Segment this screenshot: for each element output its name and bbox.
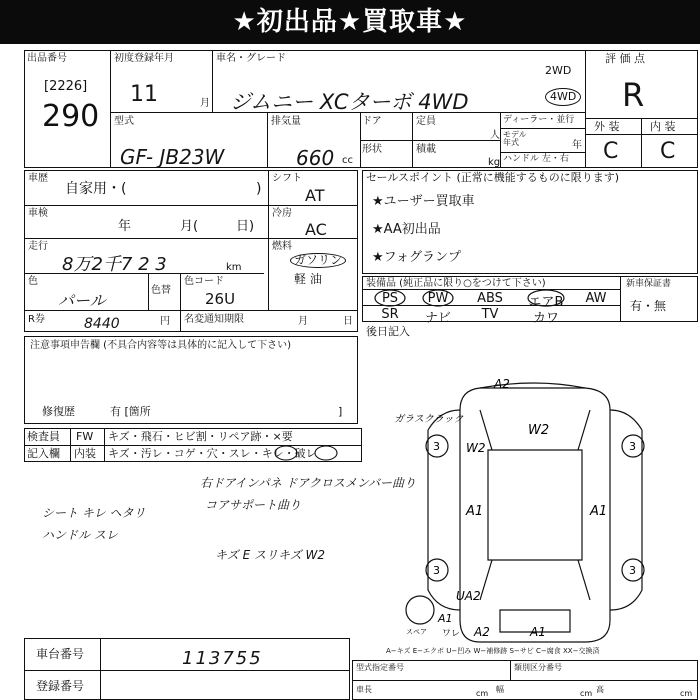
mark-w2-front: W2 (466, 441, 486, 455)
car-damage-diagram (380, 370, 698, 660)
warranty-value: 有・無 (630, 299, 667, 313)
record-label: 記入欄 (27, 447, 60, 460)
lot-code: [2226] (44, 79, 88, 94)
inspection-year: 年 (118, 219, 132, 234)
inspector-interior: 内装 (74, 447, 96, 460)
ac-label: 冷房 (272, 208, 292, 219)
first-reg-label: 初度登録年月 (114, 53, 174, 64)
grade-label: 評 価 点 (605, 52, 645, 65)
color-value: パール (58, 291, 106, 310)
remark-2: コアサポート曲り (205, 498, 302, 512)
name-change-month: 月 (298, 316, 308, 327)
chassis-label: 車台番号 (36, 647, 85, 661)
cc-unit: cc (342, 155, 353, 166)
model-value: GF- JB23W (120, 145, 225, 169)
inspection-label: 車検 (28, 208, 48, 219)
kg-unit: kg (488, 157, 501, 168)
drive-4wd: 4WD (545, 88, 581, 106)
wheel-br: 3 (629, 564, 636, 577)
displacement-value: 660 (296, 146, 335, 170)
wheel-tr: 3 (629, 440, 636, 453)
shift-value: AT (305, 186, 325, 205)
recycle-label: R券 (28, 314, 45, 325)
type-approval-label: 型式指定番号 (356, 663, 404, 672)
mark-a1-right: A1 (590, 504, 608, 519)
car-name-label: 車名・グレード (216, 53, 286, 64)
equip-navi: ナビ (424, 311, 451, 326)
load-label: 積載 (416, 144, 436, 155)
lot-number: 290 (42, 99, 100, 134)
sales-points-title: セールスポイント (正常に機能するものに限ります) (366, 171, 620, 184)
warranty-label: 新車保証書 (626, 279, 672, 289)
reg-type-label: 車歴 (28, 173, 48, 184)
inspector-fw: FW (76, 430, 94, 443)
exterior-label: 外 装 (594, 120, 620, 133)
capacity-label: 定員 (416, 116, 436, 127)
displacement-label: 排気量 (271, 116, 301, 127)
sales-point-1: ★ユーザー買取車 (372, 194, 475, 209)
equip-pw: PW (427, 291, 449, 306)
equip-ps: PS (381, 291, 399, 306)
recycle-value: 8440 (84, 316, 120, 332)
inspector-row1: キズ・飛石・ヒビ割・リペア跡・×要 (108, 430, 293, 443)
interior-label: 内 装 (650, 120, 676, 133)
equipment-circles (362, 276, 620, 322)
equip-tv: TV (481, 307, 499, 322)
door-label: ドア (362, 116, 382, 127)
car-name-value: ジムニー XCターボ 4WD (230, 90, 469, 114)
color-code-value: 26U (205, 290, 236, 308)
remark-4: ハンドル スレ (42, 528, 118, 542)
after-label: 後日記入 (366, 325, 410, 338)
color-change-label: 色替 (151, 285, 171, 296)
dealer-label: ディーラー・並行 (503, 115, 575, 125)
exterior-value: C (603, 139, 619, 164)
mark-a1-left: A1 (466, 504, 484, 519)
inspection-month: 月( (180, 219, 199, 234)
person-unit: 人 (490, 130, 500, 141)
mark-w2-roof: W2 (528, 423, 550, 438)
inspector-circles (100, 428, 362, 462)
shift-label: シフト (272, 173, 302, 184)
year-unit: 年 (572, 140, 582, 151)
model-label: 型式 (114, 116, 134, 127)
reg-type-value: 自家用・( (65, 181, 127, 197)
glass-note: ガラスクラック (394, 414, 464, 425)
wheel-tl: 3 (433, 440, 440, 453)
length-label: 車長 (356, 685, 372, 694)
inspection-day: 日) (236, 219, 255, 234)
mark-ua2: UA2 (456, 589, 481, 603)
reg-type-close: ) (256, 181, 262, 197)
chassis-value: 113755 (182, 648, 263, 669)
width-unit: cm (580, 689, 593, 698)
length-unit: cm (476, 689, 489, 698)
height-label: 高 (596, 685, 604, 694)
repair-value: 有 [箇所 (110, 405, 151, 418)
equip-sr: SR (381, 307, 399, 322)
reg-no-label: 登録番号 (36, 679, 85, 693)
width-label: 幅 (496, 685, 504, 694)
remark-5: キズ E スリキズ W2 (215, 548, 326, 562)
grade-value: R (622, 76, 645, 114)
fuel-light: 軽 油 (294, 272, 322, 286)
mileage-label: 走行 (28, 241, 48, 252)
class-label: 類別区分番号 (514, 663, 562, 672)
name-change-day: 日 (343, 316, 353, 327)
color-label: 色 (28, 276, 38, 287)
mark-a1-bottom: A1 (530, 625, 546, 639)
repair-close: ] (338, 405, 343, 418)
km-unit: km (226, 262, 242, 273)
wheel-bl: 3 (433, 564, 440, 577)
mark-a2-bottom: A2 (474, 625, 490, 639)
handle-label: ハンドル 左・右 (503, 154, 569, 164)
lot-no-label: 出品番号 (27, 53, 67, 64)
mark-a1-corner: A1 (438, 612, 453, 625)
banner-title: ★初出品★買取車★ (0, 0, 700, 44)
first-reg-value: 11 (130, 82, 158, 107)
height-unit: cm (680, 689, 693, 698)
inspector-label: 検査員 (27, 430, 60, 443)
month-label: 月 (200, 98, 210, 109)
diagram-legend: A−キズ E−エクボ U−凹み W−補修跡 S−サビ C−腐食 XX−交換済 (386, 647, 600, 655)
model-year-label: モデル 年式 (503, 130, 527, 147)
sales-point-2: ★AA初出品 (372, 222, 441, 237)
equip-abs: ABS (477, 291, 503, 306)
mark-kure: ワレ (442, 629, 461, 639)
color-code-label: 色コード (184, 276, 224, 287)
ac-value: AC (305, 220, 327, 239)
yen-unit: 円 (160, 316, 170, 327)
inspector-row2: キズ・汚レ・コゲ・穴・スレ・キレ・破レ (108, 447, 317, 460)
interior-value: C (660, 139, 676, 164)
declare-label: 注意事項申告欄 (不具合内容等は具体的に記入して下さい) (30, 340, 291, 351)
fuel-label: 燃料 (272, 241, 292, 252)
equip-leather: カワ (532, 311, 559, 326)
repair-label: 修復歴 (42, 405, 75, 418)
fuel-gas: ガソリン (290, 253, 346, 268)
sales-point-3: ★フォグランプ (372, 250, 462, 265)
spare-label: スペア (406, 628, 427, 636)
equipment-title: 装備品 (純正品に限り○をつけて下さい) (366, 278, 546, 289)
equip-airbag: エアB (528, 295, 564, 310)
mileage-value: 8万2千7 2 3 (62, 254, 167, 275)
remark-3: シート キレ ヘタリ (42, 506, 146, 520)
equip-aw: AW (585, 291, 607, 306)
shape-label: 形状 (362, 144, 382, 155)
mark-a2-top: A2 (494, 377, 510, 391)
drive-2wd: 2WD (545, 64, 572, 77)
remark-1: 右ドアインパネ ドアクロスメンバー曲り (200, 476, 416, 490)
name-change-label: 名変通知期限 (184, 314, 244, 325)
